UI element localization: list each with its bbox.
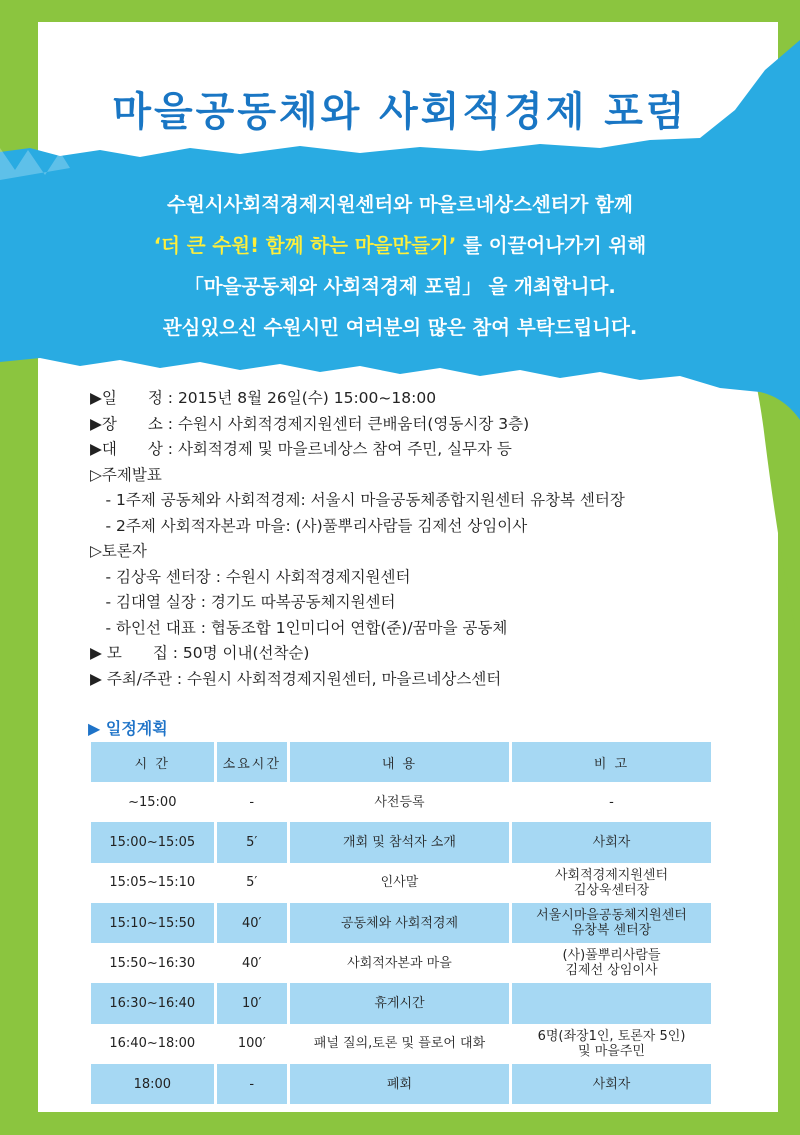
cell-note xyxy=(512,903,711,943)
note-line: 6명(좌장1인, 토론자 5인) xyxy=(537,1028,686,1044)
cell-content: 사회적자본과 마을 xyxy=(347,955,452,971)
cell-time: 18:00 xyxy=(91,1064,214,1104)
cell-note xyxy=(512,863,711,903)
note-line: - xyxy=(609,794,614,810)
note-line: 유창복 센터장 xyxy=(571,923,652,939)
cell-duration: 5′ xyxy=(246,875,258,891)
note-line: 김상욱센터장 xyxy=(573,882,650,898)
info-panelist: - 김상욱 센터장 : 수원시 사회적경제지원센터 xyxy=(90,567,411,586)
cell-time: 15:05~15:10 xyxy=(109,875,196,891)
cell-duration: 5′ xyxy=(217,822,287,862)
intro-line-rest: 를 이끌어나가기 위해 xyxy=(456,234,647,257)
intro-line: 수원시사회적경제지원센터와 마을르네상스센터가 함께 xyxy=(167,193,633,216)
cell-note xyxy=(512,1024,711,1064)
info-panelist: - 하인선 대표 : 협동조합 1인미디어 연합(준)/꿈마을 공동체 xyxy=(90,618,508,637)
note-line: 김제선 상임이사 xyxy=(565,963,658,979)
event-info xyxy=(90,386,625,692)
cell-time: 15:50~16:30 xyxy=(109,955,196,971)
cell-content: 휴게시간 xyxy=(290,983,509,1023)
cell-content: 개회 및 참석자 소개 xyxy=(290,822,509,862)
cell-time: 15:00~15:05 xyxy=(91,822,214,862)
column-header-note: 비 고 xyxy=(512,742,711,782)
cell-duration: - xyxy=(249,794,255,810)
schedule-row xyxy=(91,1064,711,1104)
cell-duration: - xyxy=(217,1064,287,1104)
cell-time: 16:30~16:40 xyxy=(91,983,214,1023)
column-header-content: 내 용 xyxy=(290,742,509,782)
cell-note xyxy=(512,1064,711,1104)
info-target: ▶대 상 : 사회적경제 및 마을르네상스 참여 주민, 실무자 등 xyxy=(90,440,512,458)
schedule-header-row xyxy=(91,742,711,782)
slogan-highlight: ‘더 큰 수원! 함께 하는 마을만들기’ xyxy=(153,234,457,257)
page-title: 마을공동체와 사회적경제 포럼 xyxy=(112,89,688,135)
cell-content: 공동체와 사회적경제 xyxy=(290,903,509,943)
schedule-row xyxy=(91,822,711,862)
info-venue: ▶장 소 : 수원시 사회적경제지원센터 큰배움터(영동시장 3층) xyxy=(90,414,530,433)
info-topic-1: - 1주제 공동체와 사회적경제: 서울시 마을공동체종합지원센터 유창복 센터장 xyxy=(90,491,625,509)
intro-line: 관심있으신 수원시민 여러분의 많은 참여 부탁드립니다. xyxy=(162,316,638,339)
info-panel-heading: ▷토론자 xyxy=(90,542,147,560)
schedule-row xyxy=(91,983,711,1023)
cell-content: 인사말 xyxy=(380,875,419,891)
note-line: 사회자 xyxy=(592,1076,631,1092)
cell-content: 사전등록 xyxy=(374,794,425,810)
cell-content: 패널 질의,토론 및 플로어 대화 xyxy=(313,1036,486,1052)
note-line: (사)풀뿌리사람들 xyxy=(562,948,661,964)
info-date: ▶일 정 : 2015년 8월 26일(수) 15:00~18:00 xyxy=(90,389,437,407)
info-topic-2: - 2주제 사회적자본과 마을: (사)풀뿌리사람들 김제선 상임이사 xyxy=(90,516,528,535)
cell-note xyxy=(512,782,711,822)
cell-time: 16:40~18:00 xyxy=(109,1036,196,1052)
intro-line: 「마을공동체와 사회적경제 포럼」 을 개최합니다. xyxy=(184,275,616,298)
cell-note xyxy=(512,943,711,983)
info-panelist: - 김대열 실장 : 경기도 따복공동체지원센터 xyxy=(90,593,396,611)
schedule-row xyxy=(91,943,711,983)
schedule-row xyxy=(91,1024,711,1064)
column-header-time: 시 간 xyxy=(91,742,214,782)
info-host: ▶ 주최/주관 : 수원시 사회적경제지원센터, 마을르네상스센터 xyxy=(90,669,502,688)
cell-time: ~15:00 xyxy=(128,794,177,810)
schedule-row xyxy=(91,903,711,943)
cell-note xyxy=(512,822,711,862)
info-topics-heading: ▷주제발표 xyxy=(90,465,162,484)
note-line: 사회적경제지원센터 xyxy=(554,867,669,883)
cell-duration: 100′ xyxy=(237,1036,266,1052)
cell-note xyxy=(512,983,711,1023)
note-line: 서울시마을공동체지원센터 xyxy=(536,908,687,924)
schedule-table xyxy=(88,742,714,1104)
intro-message xyxy=(40,184,760,348)
schedule-heading: ▶ 일정계획 xyxy=(88,719,168,738)
cell-content: 폐회 xyxy=(290,1064,509,1104)
schedule-row xyxy=(91,863,711,903)
intro-line xyxy=(40,225,760,266)
cell-time: 15:10~15:50 xyxy=(91,903,214,943)
cell-duration: 40′ xyxy=(217,903,287,943)
cell-duration: 40′ xyxy=(242,955,262,971)
schedule-row xyxy=(91,782,711,822)
note-line: 사회자 xyxy=(592,834,631,850)
info-recruitment: ▶ 모 집 : 50명 이내(선착순) xyxy=(90,644,310,662)
note-line: 및 마을주민 xyxy=(578,1043,645,1059)
column-header-duration: 소요시간 xyxy=(217,742,287,782)
cell-duration: 10′ xyxy=(217,983,287,1023)
